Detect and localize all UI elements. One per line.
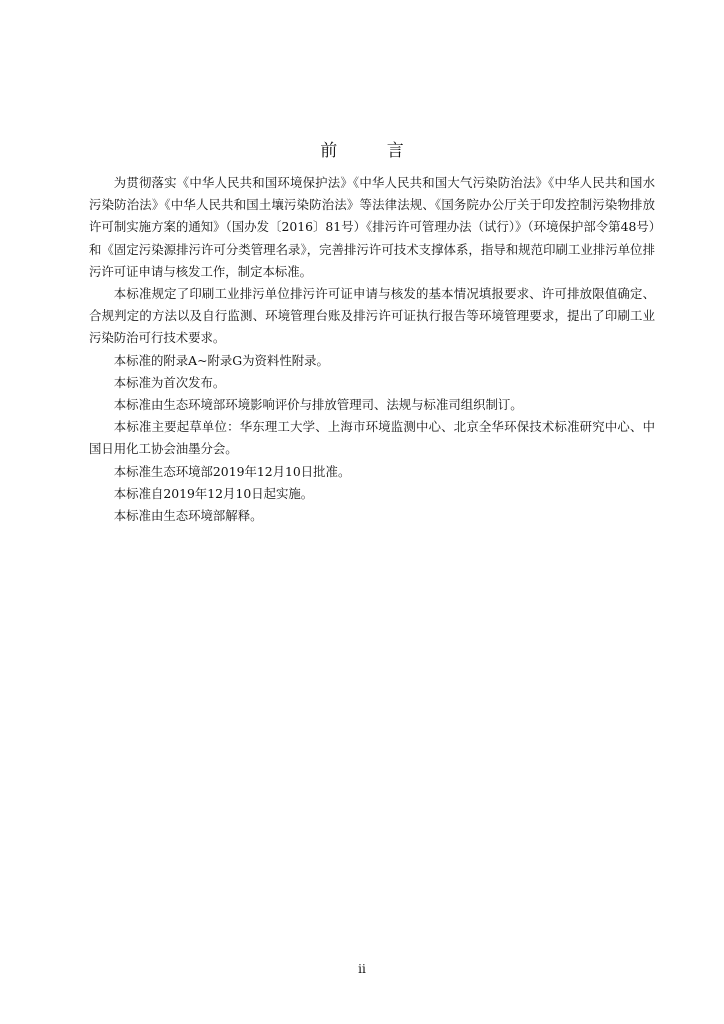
page-title: 前 言 bbox=[320, 141, 426, 161]
paragraph-organizer: 本标准由生态环境部环境影响评价与排放管理司、法规与标准司组织制订。 bbox=[113, 397, 523, 413]
paragraph-purpose: 为贯彻落实《中华人民共和国环境保护法》《中华人民共和国大气污染防治法》《中华人民共和国水污染防治法》《中华人民共和国土壤污染防治法》等法律法规、《国务院办公厅关于印发控制污染物排放许可制实施方案的通知》（国办发〔2016〕81号）《排污许可管理办法（试行）》（环境保护部令第48号）和《固定污染源排污许可分类管理名录》，完善排污许可技术支撑体系，指导和规范印刷工业排污单位排污许可证申请与核发工作，制定本标准。 bbox=[89, 175, 655, 279]
paragraph-first-release: 本标准为首次发布。 bbox=[113, 374, 226, 390]
paragraph-scope: 本标准规定了印刷工业排污单位排污许可证申请与核发的基本情况填报要求、许可排放限值确定、合规判定的方法以及自行监测、环境管理台账及排污许可证执行报告等环境管理要求，提出了印刷工业污染防治可行技术要求。 bbox=[89, 286, 655, 346]
paragraph-approval-date: 本标准生态环境部2019年12月10日批准。 bbox=[113, 463, 351, 479]
paragraph-effective-date: 本标准自2019年12月10日起实施。 bbox=[113, 485, 314, 501]
paragraph-drafting-units: 本标准主要起草单位：华东理工大学、上海市环境监测中心、北京全华环保技术标准研究中心、中国日用化工协会油墨分会。 bbox=[89, 419, 655, 457]
page-number: ii bbox=[358, 962, 366, 976]
foreword-body bbox=[89, 172, 655, 527]
paragraph-interpretation: 本标准由生态环境部解释。 bbox=[113, 508, 263, 524]
paragraph-appendix: 本标准的附录A~附录G为资料性附录。 bbox=[113, 352, 329, 368]
